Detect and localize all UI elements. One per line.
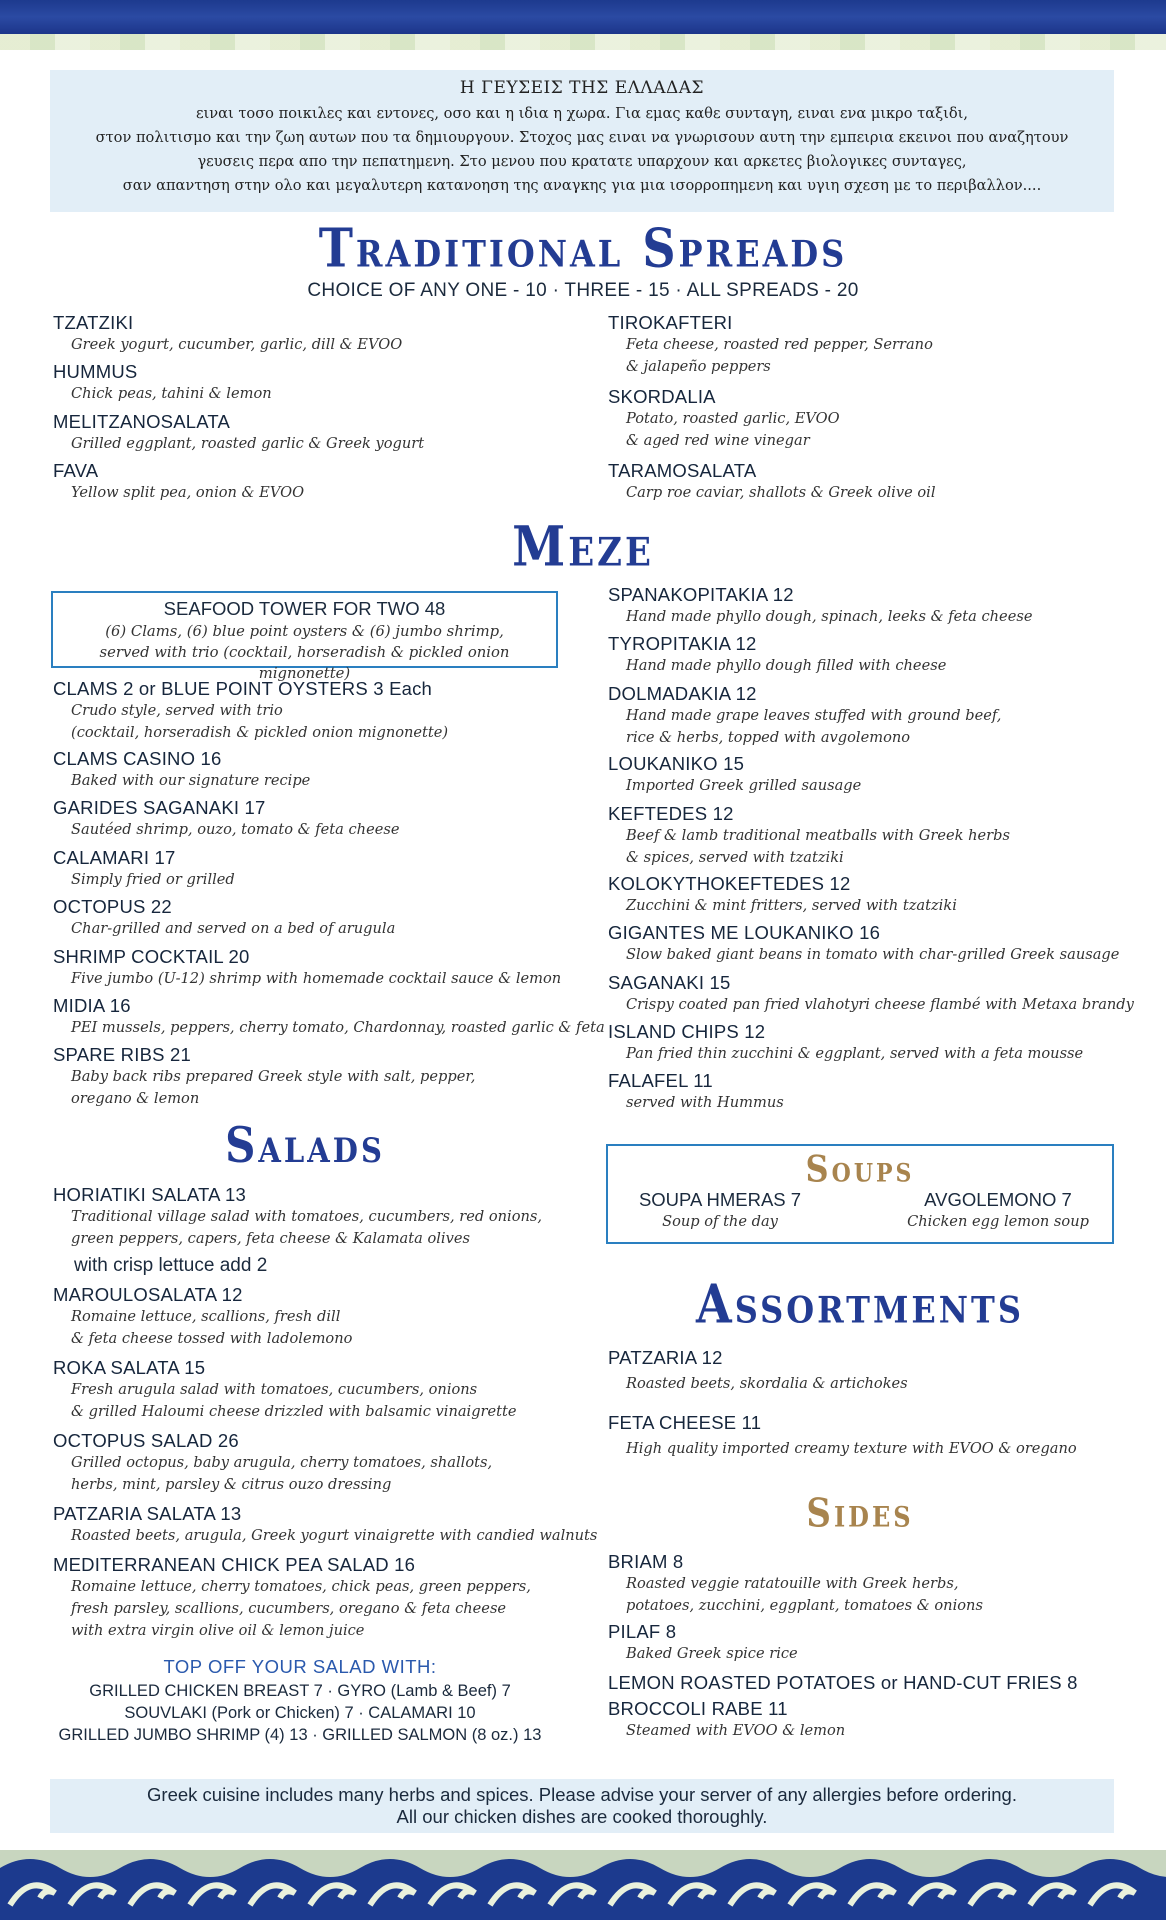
menu-item: MELITZANOSALATA Grilled eggplant, roasted garlic & Greek yogurt bbox=[53, 411, 425, 452]
section-title-salads: Salads bbox=[225, 1117, 385, 1174]
soups-box bbox=[606, 1144, 1114, 1244]
salad-addon-note: with crisp lettuce add 2 bbox=[74, 1255, 268, 1276]
menu-item: MAROULOSALATA 12 Romaine lettuce, scallions, fresh dill & feta cheese tossed with ladolemono bbox=[53, 1284, 353, 1347]
allergy-notice-line: All our chicken dishes are cooked thoroughly. bbox=[396, 1806, 768, 1827]
menu-item: SHRIMP COCKTAIL 20 Five jumbo (U-12) shrimp with homemade cocktail sauce & lemon bbox=[53, 946, 562, 987]
menu-item: SKORDALIA Potato, roasted garlic, EVOO & aged red wine vinegar bbox=[608, 386, 840, 449]
intro-line: γευσεις περα απο την πεπατημενη. Στο μενου που κρατατε υπαρχουν και αρκετες βιολογικες συνταγες, bbox=[197, 153, 967, 170]
menu-item: HORIATIKI SALATA 13 Traditional village salad with tomatoes, cucumbers, red onions, green peppers, capers, feta cheese & Kalamata olives bbox=[53, 1184, 543, 1247]
menu-item: PILAF 8 Baked Greek spice rice bbox=[608, 1621, 798, 1662]
section-title-spreads: Traditional Spreads bbox=[318, 216, 848, 280]
menu-item: BROCCOLI RABE 11 Steamed with EVOO & lemon bbox=[608, 1698, 846, 1739]
top-decorative-band bbox=[0, 0, 1166, 34]
menu-item: OCTOPUS SALAD 26 Grilled octopus, baby arugula, cherry tomatoes, shallots, herbs, mint, parsley & citrus ouzo dressing bbox=[53, 1430, 493, 1493]
menu-item: FAVA Yellow split pea, onion & EVOO bbox=[53, 460, 305, 501]
menu-item: MEDITERRANEAN CHICK PEA SALAD 16 Romaine lettuce, cherry tomatoes, chick peas, green peppers, fresh parsley, scallions, cucumbers, oregano & feta cheese with extra virgin olive oil & lemon juice bbox=[53, 1554, 531, 1639]
menu-item: CLAMS 2 or BLUE POINT OYSTERS 3 Each Crudo style, served with trio (cocktail, horseradish & pickled onion mignonette) bbox=[53, 678, 449, 741]
menu-item: GARIDES SAGANAKI 17 Sautéed shrimp, ouzo, tomato & feta cheese bbox=[53, 797, 400, 838]
menu-item: KOLOKYTHOKEFTEDES 12 Zucchini & mint fritters, served with tzatziki bbox=[608, 873, 957, 914]
topoff-heading: TOP OFF YOUR SALAD WITH: bbox=[163, 1656, 437, 1677]
soup-item: SOUPA HMERAS 7 Soup of the day bbox=[638, 1189, 802, 1230]
menu-item: SPARE RIBS 21 Baby back ribs prepared Greek style with salt, pepper, oregano & lemon bbox=[53, 1044, 476, 1107]
section-title-assortments: Assortments bbox=[696, 1272, 1024, 1336]
menu-item: TARAMOSALATA Carp roe caviar, shallots & Greek olive oil bbox=[608, 460, 936, 501]
intro-box bbox=[50, 70, 1114, 212]
topoff-line: GRILLED CHICKEN BREAST 7 · GYRO (Lamb & Beef) 7 bbox=[89, 1682, 511, 1700]
allergy-notice bbox=[50, 1779, 1114, 1833]
bottom-wave-band bbox=[0, 1850, 1166, 1920]
menu-item: PATZARIA SALATA 13 Roasted beets, arugula, Greek yogurt vinaigrette with candied walnuts bbox=[53, 1503, 598, 1544]
allergy-notice-line: Greek cuisine includes many herbs and spices. Please advise your server of any allergies before ordering. bbox=[147, 1784, 1017, 1805]
intro-title: Η ΓΕΥΣΕΙΣ ΤΗΣ ΕΛΛΑΔΑΣ bbox=[459, 78, 705, 98]
topoff-line: GRILLED JUMBO SHRIMP (4) 13 · GRILLED SALMON (8 oz.) 13 bbox=[58, 1726, 542, 1744]
menu-item: MIDIA 16 PEI mussels, peppers, cherry tomato, Chardonnay, roasted garlic & feta bbox=[53, 995, 605, 1036]
menu-item: FETA CHEESE 11 High quality imported creamy texture with EVOO & oregano bbox=[608, 1412, 1077, 1457]
section-title-sides: Sides bbox=[806, 1491, 914, 1537]
menu-item: ROKA SALATA 15 Fresh arugula salad with tomatoes, cucumbers, onions & grilled Haloumi cheese drizzled with balsamic vinaigrette bbox=[53, 1357, 517, 1420]
wave-pattern bbox=[0, 1850, 1166, 1920]
menu-item: TYROPITAKIA 12 Hand made phyllo dough filled with cheese bbox=[608, 633, 947, 674]
spreads-choice-pricing: CHOICE OF ANY ONE - 10 · THREE - 15 · ALL SPREADS - 20 bbox=[307, 280, 859, 301]
soup-item: AVGOLEMONO 7 Chicken egg lemon soup bbox=[907, 1189, 1089, 1230]
menu-item: TZATZIKI Greek yogurt, cucumber, garlic, dill & EVOO bbox=[53, 312, 403, 353]
menu-item: SPANAKOPITAKIA 12 Hand made phyllo dough, spinach, leeks & feta cheese bbox=[608, 584, 1033, 625]
menu-item: FALAFEL 11 served with Hummus bbox=[608, 1070, 784, 1111]
seafood-tower-box: SEAFOOD TOWER FOR TWO 48 (6) Clams, (6) blue point oysters & (6) jumbo shrimp, served with trio (cocktail, horseradish & pickled onion mignonette) bbox=[51, 591, 558, 668]
menu-item: ISLAND CHIPS 12 Pan fried thin zucchini & eggplant, served with a feta mousse bbox=[608, 1021, 1084, 1062]
menu-item: DOLMADAKIA 12 Hand made grape leaves stuffed with ground beef, rice & herbs, topped with avgolemono bbox=[608, 683, 1002, 746]
menu-item: KEFTEDES 12 Beef & lamb traditional meatballs with Greek herbs & spices, served with tzatziki bbox=[608, 803, 1010, 866]
salad-topoff-box bbox=[50, 1656, 550, 1746]
menu-item: CALAMARI 17 Simply fried or grilled bbox=[53, 847, 235, 888]
menu-item: CLAMS CASINO 16 Baked with our signature recipe bbox=[53, 748, 311, 789]
intro-line: ειναι τοσο ποικιλες και εντονες, οσο και η ιδια η χωρα. Για εμας καθε συνταγη, ειναι ενα μικρο ταξιδι, bbox=[195, 105, 968, 122]
menu-item: HUMMUS Chick peas, tahini & lemon bbox=[53, 361, 272, 402]
menu-item: TIROKAFTERI Feta cheese, roasted red pepper, Serrano & jalapeño peppers bbox=[608, 312, 933, 375]
intro-line: στον πολιτισμο και την ζωη αυτων που τα δημιουργουν. Στοχος μας ειναι να γνωρισουν αυτη την εμπειρια εκεινοι που αναζητουν bbox=[95, 129, 1069, 146]
menu-item: BRIAM 8 Roasted veggie ratatouille with Greek herbs, potatoes, zucchini, eggplant, tomatoes & onions bbox=[608, 1551, 983, 1614]
menu-item: PATZARIA 12 Roasted beets, skordalia & artichokes bbox=[608, 1347, 908, 1392]
menu-item: OCTOPUS 22 Char-grilled and served on a bed of arugula bbox=[53, 896, 396, 937]
menu-item: SAGANAKI 15 Crispy coated pan fried vlahotyri cheese flambé with Metaxa brandy bbox=[608, 972, 1134, 1013]
menu-item: LEMON ROASTED POTATOES or HAND-CUT FRIES 8 bbox=[608, 1672, 1078, 1693]
menu-item: LOUKANIKO 15 Imported Greek grilled sausage bbox=[608, 753, 862, 794]
section-title-soups: Soups bbox=[805, 1147, 915, 1191]
topoff-line: SOUVLAKI (Pork or Chicken) 7 · CALAMARI 10 bbox=[124, 1704, 476, 1722]
section-title-meze: Meze bbox=[512, 514, 654, 580]
intro-line: σαν απαντηση στην ολο και μεγαλυτερη κατανοηση της αναγκης για μια ισορροπημενη και υγιη σχεση με το περιβαλλον.... bbox=[122, 177, 1042, 194]
menu-item: GIGANTES ME LOUKANIKO 16 Slow baked giant beans in tomato with char-grilled Greek sausage bbox=[608, 922, 1120, 963]
